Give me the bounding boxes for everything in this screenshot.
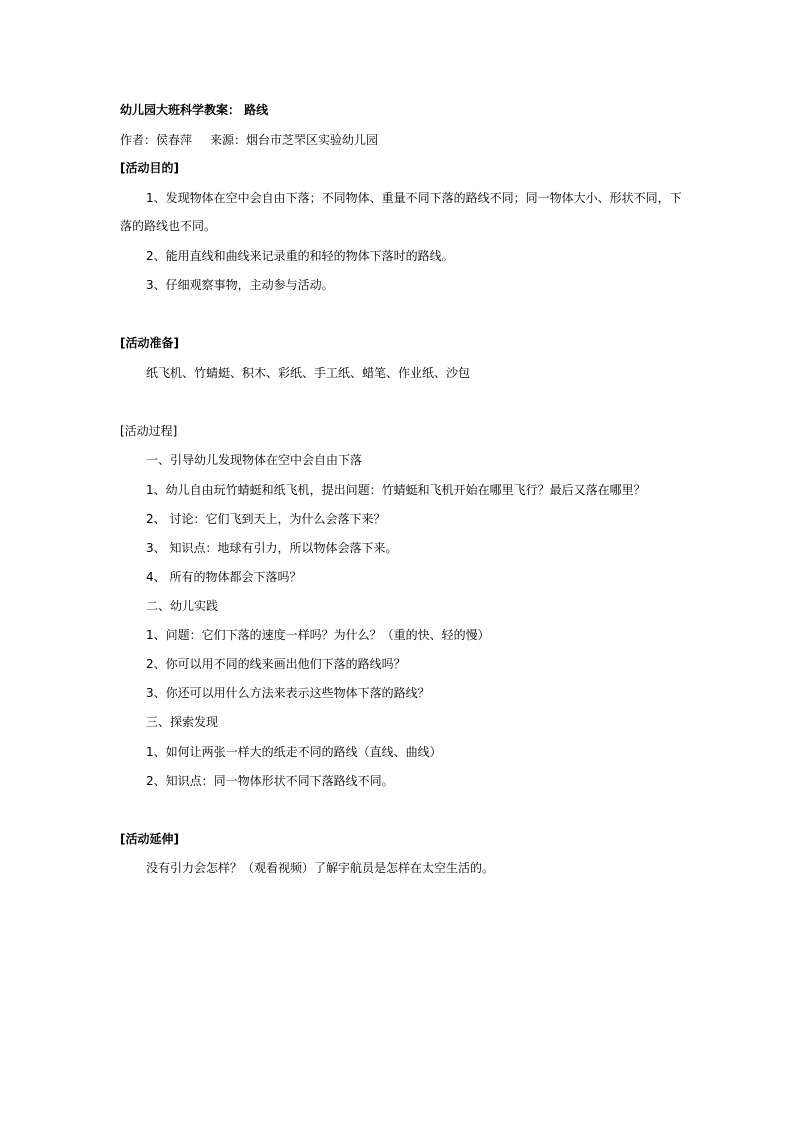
process-item: 一、引导幼儿发现物体在空中会自由下落: [146, 453, 363, 467]
process-item: 4、 所有的物体都会下落吗？: [146, 570, 302, 584]
process-item: 1、问题：它们下落的速度一样吗？为什么？（重的快、轻的慢）: [146, 628, 490, 642]
process-item: 2、知识点：同一物体形状不同下落路线不同。: [146, 774, 394, 788]
extension-text: 没有引力会怎样？（观看视频）了解宇航员是怎样在太空生活的。: [146, 861, 495, 875]
process-item: 2、你可以用不同的线来画出他们下落的路线吗？: [146, 657, 406, 671]
document-title: 幼儿园大班科学教案： 路线: [120, 103, 269, 117]
process-item: 3、你还可以用什么方法来表示这些物体下落的路线？: [146, 686, 430, 700]
goal-item: 3、仔细观察事物，主动参与活动。: [146, 278, 334, 292]
goal-item: 2、能用直线和曲线来记录重的和轻的物体下落时的路线。: [146, 249, 454, 263]
process-item: 3、 知识点：地球有引力，所以物体会落下来。: [146, 541, 398, 555]
process-item: 2、 讨论：它们飞到天上，为什么会落下来？: [146, 512, 386, 526]
process-item: 二、幼儿实践: [146, 599, 219, 613]
extension-heading: [活动延伸]: [120, 832, 179, 846]
goal-item: 1、发现物体在空中会自由下落；不同物体、重量不同下落的路线不同；同一物体大小、形状不同，下: [146, 191, 682, 205]
prep-heading: [活动准备]: [120, 336, 179, 350]
source-label: 来源：烟台市芝罘区实验幼儿园: [210, 133, 379, 147]
process-item: 1、幼儿自由玩竹蜻蜓和纸飞机，提出问题：竹蜻蜓和飞机开始在哪里飞行？最后又落在哪里？: [146, 483, 646, 497]
process-heading: [活动过程]: [120, 424, 178, 438]
prep-text: 纸飞机、竹蜻蜓、积木、彩纸、手工纸、蜡笔、作业纸、沙包: [146, 366, 471, 380]
goals-heading: [活动目的]: [120, 161, 179, 175]
goal-item-continuation: 落的路线也不同。: [120, 219, 217, 233]
process-item: 1、如何让两张一样大的纸走不同的路线（直线、曲线）: [146, 745, 442, 759]
process-item: 三、探索发现: [146, 715, 219, 729]
author-source-line: [120, 130, 684, 150]
author-label: 作者：侯春萍: [120, 133, 193, 147]
